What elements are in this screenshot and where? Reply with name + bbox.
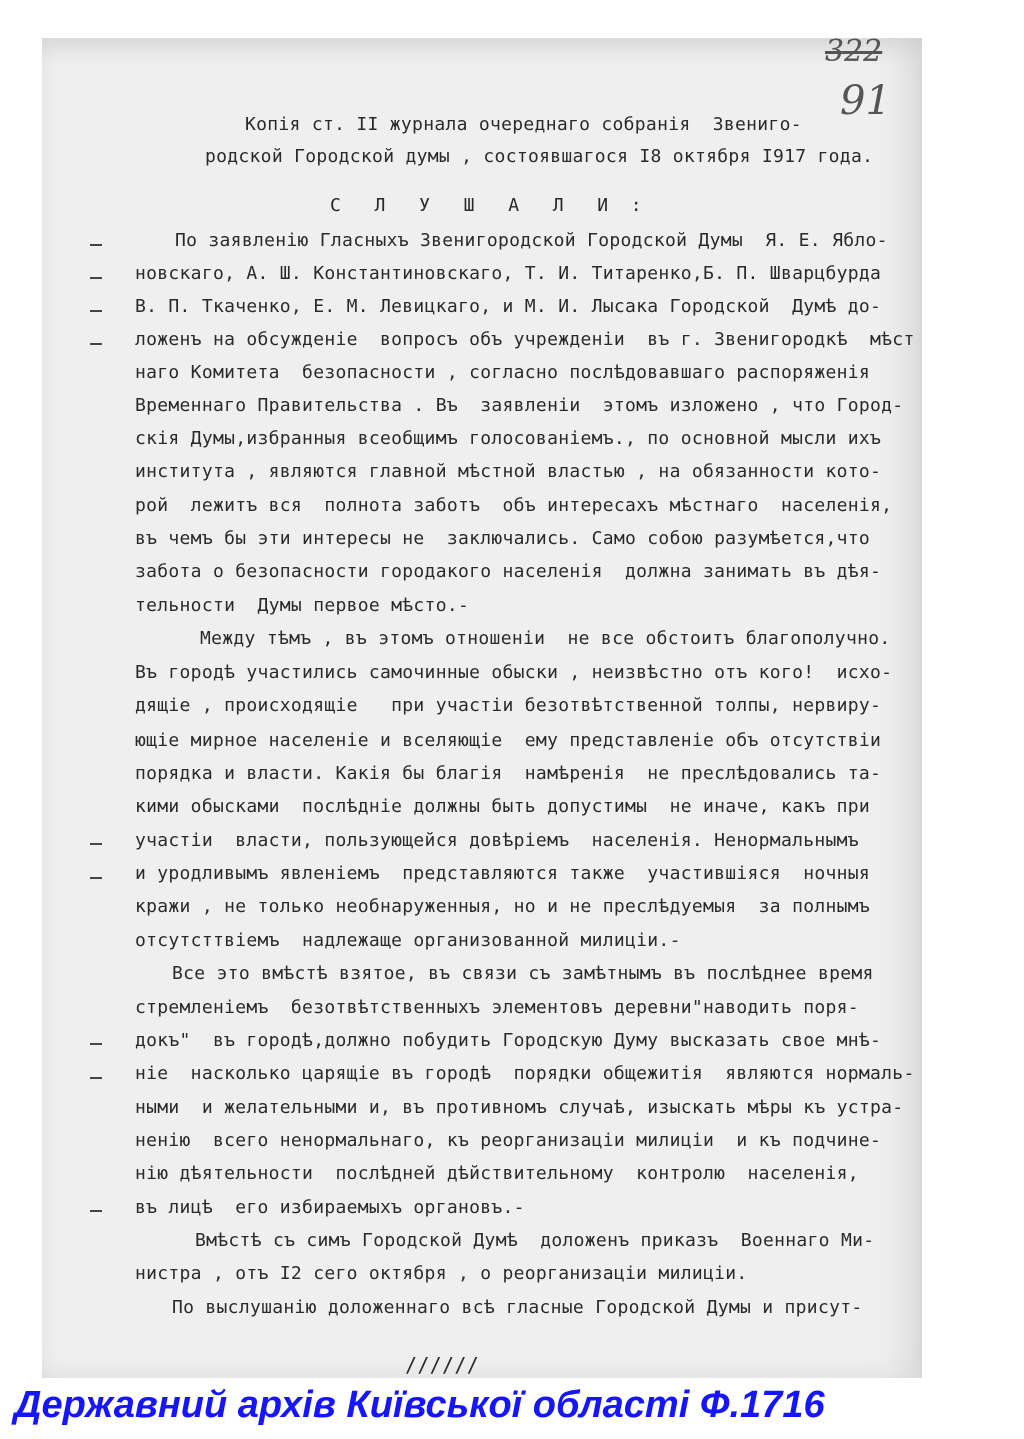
margin-mark <box>90 1043 102 1045</box>
text-line: нистра , отъ I2 сего октября , о реорганизаціи милиціи. <box>135 1263 748 1284</box>
text-line: тельности Думы первое мѣсто.- <box>135 595 470 616</box>
text-line: Въ городѣ участились самочинные обыски , неизвѣстно отъ кого! исхо- <box>135 662 893 683</box>
text-line: докъ" въ городѣ,должно побудить Городскую Думу высказать свое мнѣ- <box>135 1030 882 1051</box>
margin-mark <box>90 877 102 879</box>
text-line: ными и желательными и, въ противномъ случаѣ, изыскать мѣры къ устра- <box>135 1097 904 1118</box>
text-line: По заявленію Гласныхъ Звенигородской Городской Думы Я. Е. Ябло- <box>175 230 888 251</box>
margin-mark <box>90 343 102 345</box>
text-line: Вмѣстѣ съ симъ Городской Думѣ доложенъ приказъ Военнаго Ми- <box>195 1230 875 1251</box>
text-line: Временнаго Правительства . Въ заявленіи этомъ изложено , что Город- <box>135 395 904 416</box>
text-line: ющіе мирное населеніе и вселяющіе ему представленіе объ отсутствіи <box>135 730 882 751</box>
heading-line-2: родской Городской думы , состоявшагося I8 октября I917 года. <box>205 146 874 167</box>
text-line: въ чемъ бы эти интересы не заключались. Само собою разумѣется,что <box>135 528 871 549</box>
margin-mark <box>90 244 102 246</box>
text-line: отсутсттвіемъ надлежаще организованной милиціи.- <box>135 930 681 951</box>
text-line: ненію всего ненормальнаго, къ реорганизаціи милиціи и къ подчине- <box>135 1130 882 1151</box>
text-line: По выслушанію доложеннаго всѣ гласные Городской Думы и присут- <box>172 1297 863 1318</box>
text-line: стремленіемъ безотвѣтственныхъ элементовъ деревни"наводить поря- <box>135 997 859 1018</box>
margin-mark <box>90 1077 102 1079</box>
section-heading: С Л У Ш А Л И : <box>330 195 642 216</box>
heading-line-1: Копія ст. II журнала очереднаго собранія Звениго- <box>245 114 802 135</box>
margin-mark <box>90 277 102 279</box>
text-line: въ лицѣ его избираемыхъ органовъ.- <box>135 1197 525 1218</box>
text-line: рой лежитъ вся полнота заботъ объ интересахъ мѣстнаго населенія, <box>135 495 893 516</box>
text-line: нію дѣятельности послѣдней дѣйствительному контролю населенія, <box>135 1163 859 1184</box>
text-line: порядка и власти. Какія бы благія намѣренія не преслѣдовались та- <box>135 763 882 784</box>
archive-number-struck: 322 <box>825 34 883 69</box>
margin-mark <box>90 1210 102 1212</box>
margin-mark <box>90 843 102 845</box>
text-line: института , являются главной мѣстной властью , на обязанности кото- <box>135 461 882 482</box>
footer-mark: ////// <box>405 1353 480 1377</box>
text-line: новскаго, А. Ш. Константиновскаго, Т. И. Титаренко,Б. П. Шварцбурда <box>135 263 882 284</box>
text-line: кражи , не только необнаруженныя, но и не преслѣдуемыя за полнымъ <box>135 896 871 917</box>
archive-caption: Державний архів Київської області Ф.1716 <box>14 1384 825 1426</box>
text-line: наго Комитета безопасности , согласно послѣдовавшаго распоряженія <box>135 362 871 383</box>
margin-mark <box>90 310 102 312</box>
text-line: кими обысками послѣдніе должны быть допустимы не иначе, какъ при <box>135 796 871 817</box>
text-line: участіи власти, пользующейся довѣріемъ населенія. Ненормальнымъ <box>135 830 859 851</box>
text-line: ложенъ на обсужденіе вопросъ объ учрежденіи въ г. Звенигородкѣ мѣст <box>135 329 915 350</box>
text-line: дящіе , происходящіе при участіи безотвѣтственной толпы, нервиру- <box>135 695 882 716</box>
text-line: скія Думы,избранныя всеобщимъ голосованіемъ., по основной мысли ихъ <box>135 428 882 449</box>
text-line: ніе насколько царящіе въ городѣ порядки общежитія являются нормаль- <box>135 1063 915 1084</box>
text-line: забота о безопасности городакого населенія должна занимать въ дѣя- <box>135 561 882 582</box>
text-line: и уродливымъ явленіемъ представляются также участившіяся ночныя <box>135 863 871 884</box>
archive-number: 91 <box>840 78 891 124</box>
text-line: Все это вмѣстѣ взятое, въ связи съ замѣтнымъ въ послѣднее время <box>172 963 874 984</box>
text-line: В. П. Ткаченко, Е. М. Левицкаго, и М. И. Лысака Городской Думѣ до- <box>135 296 882 317</box>
text-line: Между тѣмъ , въ этомъ отношеніи не все обстоитъ благополучно. <box>200 628 891 649</box>
